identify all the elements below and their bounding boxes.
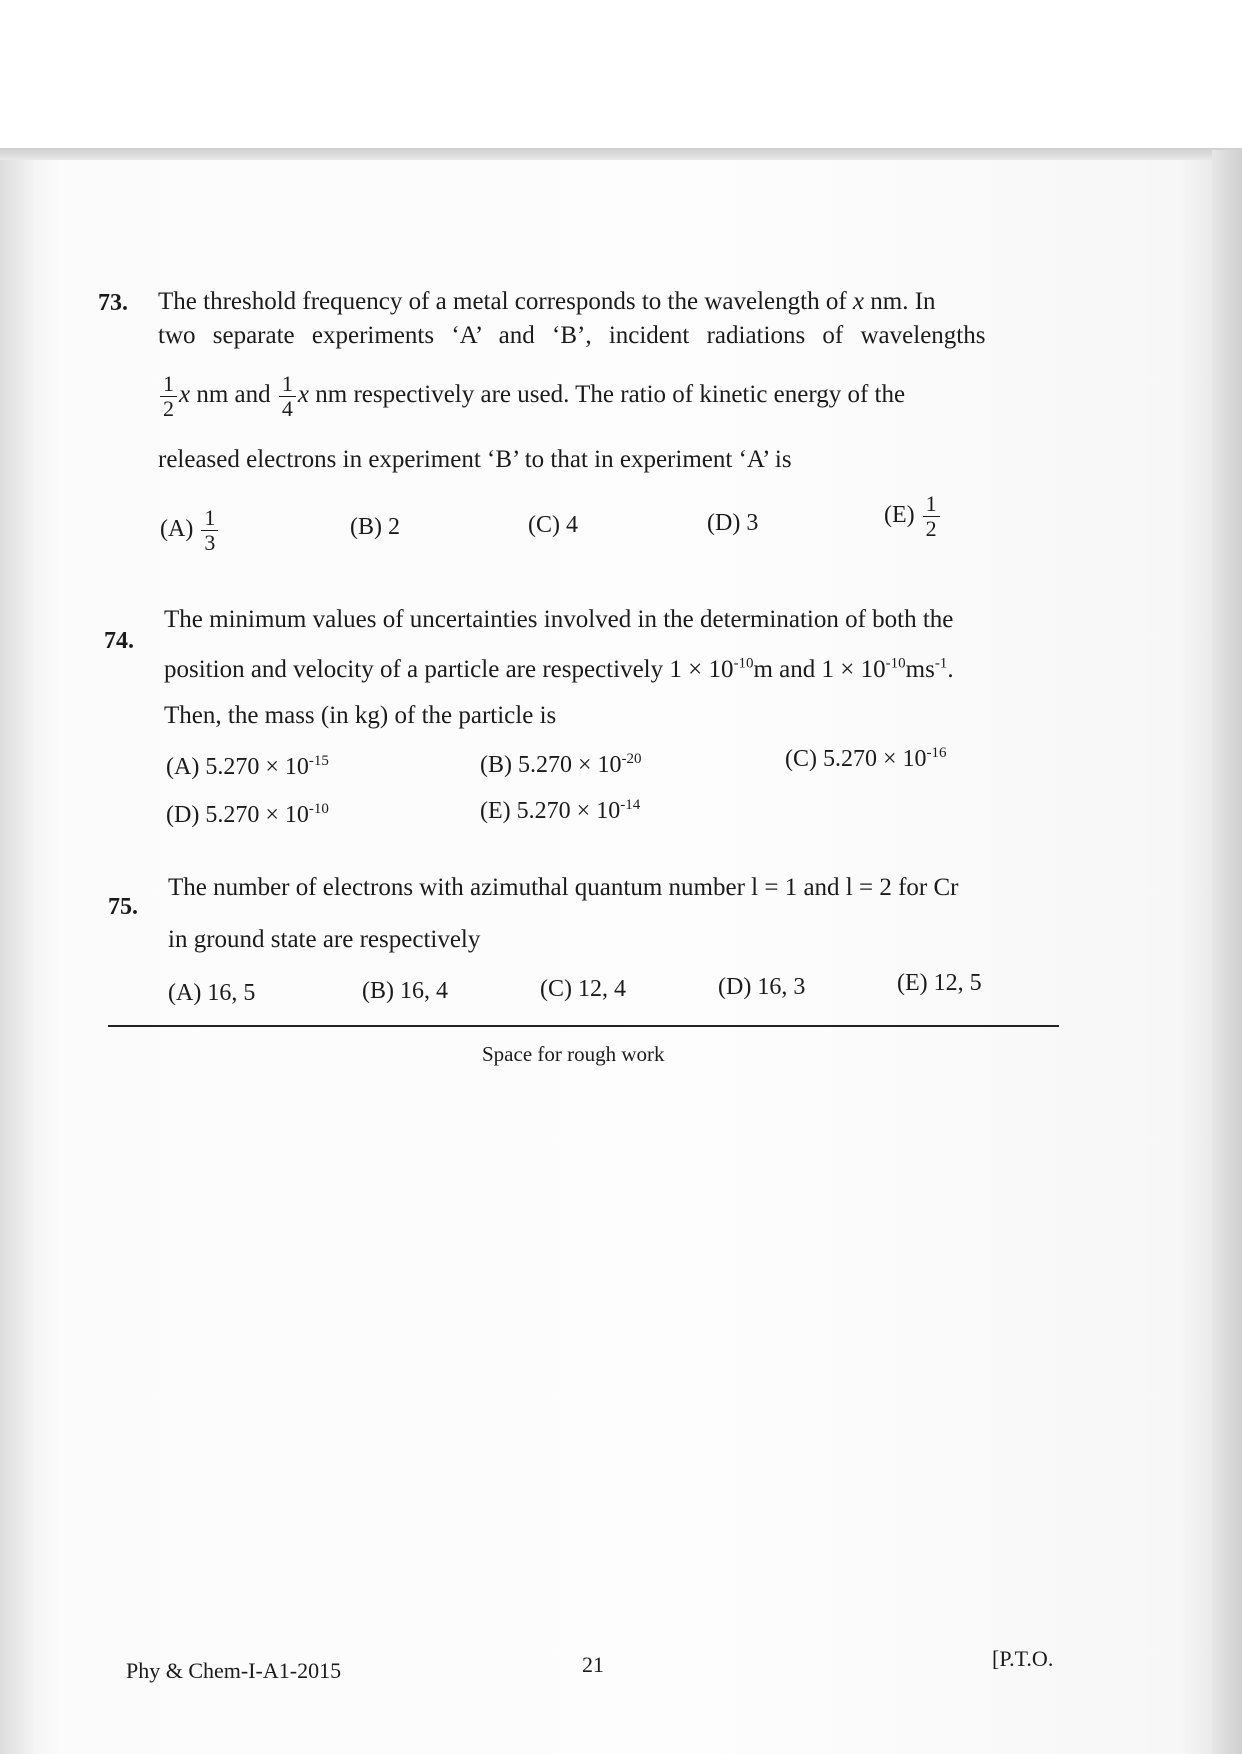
question-text-line: in ground state are respectively bbox=[168, 926, 481, 953]
divider-rule bbox=[108, 1025, 1059, 1027]
option-a[interactable]: (A) 16, 5 bbox=[168, 980, 256, 1006]
option-b[interactable]: (B) 16, 4 bbox=[362, 978, 448, 1004]
fraction: $\frac{1}{3}$ bbox=[201, 506, 218, 555]
question-text-line: Then, the mass (in kg) of the particle is bbox=[164, 702, 557, 729]
fraction: $\frac{1}{2}$ bbox=[923, 492, 940, 541]
page-number: 21 bbox=[582, 1652, 604, 1677]
option-c[interactable]: (C) 12, 4 bbox=[540, 976, 626, 1002]
fraction: $\frac{1}{2}$ bbox=[160, 372, 177, 421]
option-e[interactable]: (E) $5.270 \times 10^{-14}$ bbox=[480, 797, 641, 824]
option-d[interactable]: (D) $5.270 \times 10^{-10}$ bbox=[166, 801, 329, 828]
question-text-line: $\frac{1}{2}$ x nm and $\frac{1}{4}$ x nm respectively are used. The ratio of kinetic energy of the bbox=[158, 372, 905, 421]
option-e[interactable]: (E) 12, 5 bbox=[897, 970, 982, 996]
pto-label: [P.T.O. bbox=[992, 1646, 1054, 1671]
option-e[interactable]: (E) $\frac{1}{2}$ bbox=[884, 492, 942, 541]
question-text-line: The number of electrons with azimuthal quantum number l = 1 and l = 2 for Cr bbox=[168, 874, 959, 901]
option-d[interactable]: (D) 3 bbox=[707, 510, 759, 536]
option-c[interactable]: (C) 4 bbox=[528, 512, 578, 538]
option-b[interactable]: (B) 2 bbox=[350, 514, 400, 540]
question-text-line: position and velocity of a particle are respectively $1 \times 10^{-10}m$ and $1 \times 10^{-10}ms^{-1}$. bbox=[164, 655, 954, 683]
question-number: 74. bbox=[104, 628, 134, 654]
option-a[interactable]: (A) $5.270 \times 10^{-15}$ bbox=[166, 753, 329, 780]
option-d[interactable]: (D) 16, 3 bbox=[718, 974, 806, 1000]
question-text-line: The threshold frequency of a metal corresponds to the wavelength of x nm. In bbox=[158, 288, 936, 315]
scan-edge bbox=[1212, 150, 1242, 1754]
question-number: 75. bbox=[108, 894, 138, 920]
paper-code: Phy & Chem-I-A1-2015 bbox=[126, 1658, 342, 1683]
rough-work-caption: Space for rough work bbox=[482, 1042, 665, 1066]
option-a[interactable]: (A) $\frac{1}{3}$ bbox=[160, 506, 220, 555]
question-text-line: two separate experiments ‘A’ and ‘B’, incident radiations of wavelengths bbox=[158, 322, 986, 349]
fraction: $\frac{1}{4}$ bbox=[279, 372, 296, 421]
question-text-line: The minimum values of uncertainties involved in the determination of both the bbox=[164, 606, 954, 633]
option-b[interactable]: (B) $5.270 \times 10^{-20}$ bbox=[480, 751, 642, 778]
option-c[interactable]: (C) $5.270 \times 10^{-16}$ bbox=[785, 745, 947, 772]
question-number: 73. bbox=[98, 290, 128, 316]
question-text-line: released electrons in experiment ‘B’ to that in experiment ‘A’ is bbox=[158, 446, 792, 473]
